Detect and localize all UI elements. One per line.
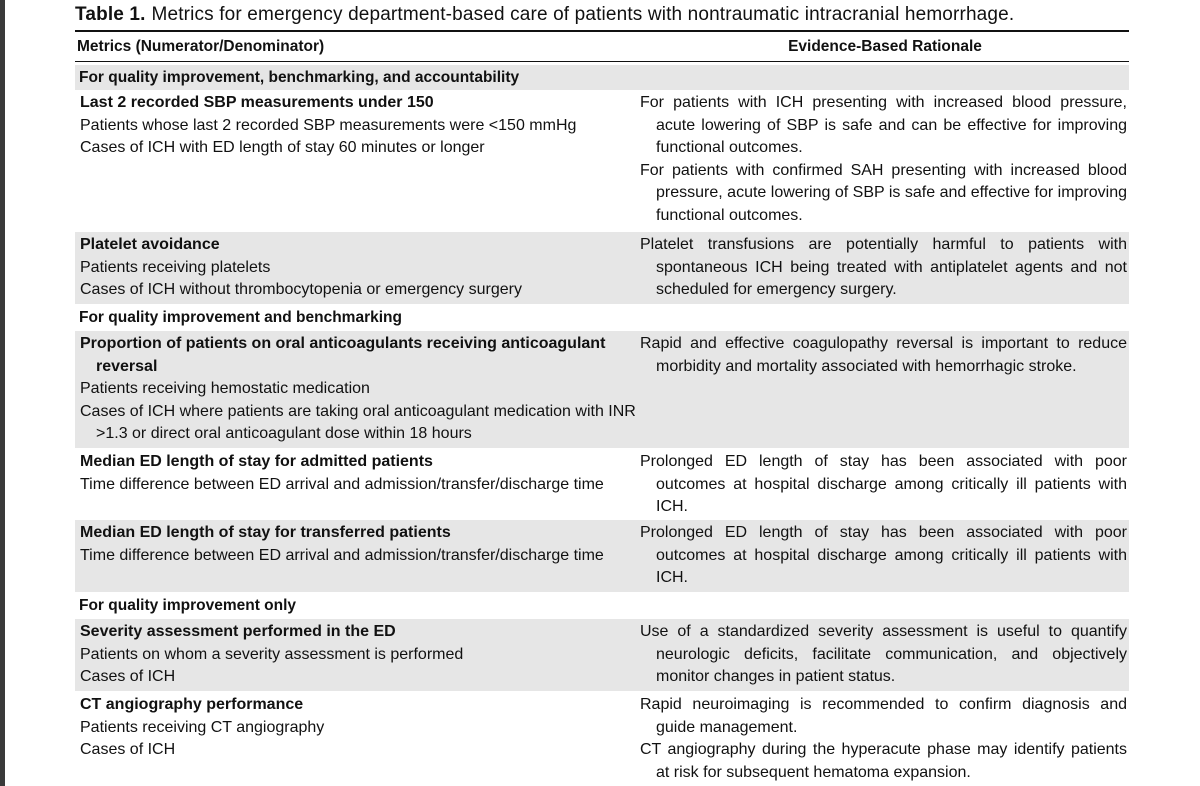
metric-denominator: Cases of ICH with ED length of stay 60 minutes or longer [80,139,485,156]
rationale-text: Prolonged ED length of stay has been associated with poor outcomes at hospital discharge among critically ill patients with ICH. [640,453,1127,515]
table-row [75,448,1129,520]
rationale-text: Platelet transfusions are potentially harmful to patients with spontaneous ICH being treated with antiplatelet agents and not scheduled for emergency surgery. [640,236,1127,298]
metric-title: Median ED length of stay for admitted patients [80,453,433,470]
metric-numerator: Patients on whom a severity assessment is performed [80,645,464,663]
metric-title: Platelet avoidance [80,236,220,253]
rationale-cell [639,234,1129,304]
rationale-cell [639,522,1129,592]
metric-numerator: Patients whose last 2 recorded SBP measurements were <150 mmHg [80,116,577,134]
table-header [75,32,1129,62]
table-row [75,691,1129,784]
rationale-cell [639,621,1129,691]
rationale-text: Rapid neuroimaging is recommended to confirm diagnosis and guide management. [640,696,1127,736]
section-heading: For quality improvement, benchmarking, and accountability [75,65,1129,90]
left-edge-strip [0,0,5,786]
rationale-text: Rapid and effective coagulopathy reversal is important to reduce morbidity and mortality associated with hemorrhagic stroke. [640,335,1127,375]
metric-title: Severity assessment performed in the ED [80,623,396,640]
metric-title: Median ED length of stay for transferred patients [80,524,451,541]
metric-cell [75,522,639,592]
col-header-rationale: Evidence-Based Rationale [788,37,982,55]
metric-denominator: Cases of ICH where patients are taking oral anticoagulant medication with INR >1.3 or direct oral anticoagulant dose within 18 hours [80,402,636,442]
table-caption [75,3,1129,27]
table-row [75,90,1129,232]
rationale-text: Prolonged ED length of stay has been associated with poor outcomes at hospital discharge among critically ill patients with ICH. [640,524,1127,586]
metric-cell [75,234,639,304]
rationale-text: CT angiography during the hyperacute phase may identify patients at risk for subsequent hematoma expansion. [640,741,1127,781]
metric-denominator: Cases of ICH without thrombocytopenia or emergency surgery [80,281,522,298]
metric-denominator: Cases of ICH [80,741,176,758]
metric-cell [75,451,639,520]
table-row [75,619,1129,691]
metric-numerator: Time difference between ED arrival and admission/transfer/discharge time [80,475,604,493]
table-row [75,520,1129,592]
metric-title: Proportion of patients on oral anticoagulants receiving anticoagulant reversal [80,335,606,375]
metric-denominator: Cases of ICH [80,668,176,685]
rationale-text: Use of a standardized severity assessment is useful to quantify neurologic deficits, facilitate communication, and objectively monitor changes in patient status. [640,623,1127,685]
table-container [75,0,1129,784]
rationale-text: For patients with ICH presenting with increased blood pressure, acute lowering of SBP is safe and can be effective for improving functional outcomes. [640,94,1127,156]
section-heading: For quality improvement only [75,592,1129,619]
metric-cell [75,621,639,691]
rationale-cell [639,451,1129,520]
rationale-cell [639,92,1129,232]
rationale-text: For patients with confirmed SAH presenting with increased blood pressure, acute lowering of SBP is safe and effective for improving functional outcomes. [640,161,1127,224]
metric-numerator: Patients receiving CT angiography [80,718,325,736]
metric-cell [75,694,639,784]
col-header-metrics: Metrics (Numerator/Denominator) [77,37,325,55]
metric-cell [75,333,639,448]
rationale-cell [639,694,1129,784]
metric-cell [75,92,639,232]
metric-title: CT angiography performance [80,696,304,713]
table-label: Table 1. [75,4,146,25]
rationale-cell [639,333,1129,448]
table-caption-text: Metrics for emergency department-based care of patients with nontraumatic intracranial hemorrhage. [151,4,1015,25]
metric-title: Last 2 recorded SBP measurements under 150 [80,94,434,111]
table-row [75,331,1129,448]
metric-numerator: Patients receiving hemostatic medication [80,380,370,397]
metric-numerator: Time difference between ED arrival and admission/transfer/discharge time [80,546,604,564]
metric-numerator: Patients receiving platelets [80,258,271,276]
table-row [75,232,1129,304]
section-heading: For quality improvement and benchmarking [75,304,1129,331]
